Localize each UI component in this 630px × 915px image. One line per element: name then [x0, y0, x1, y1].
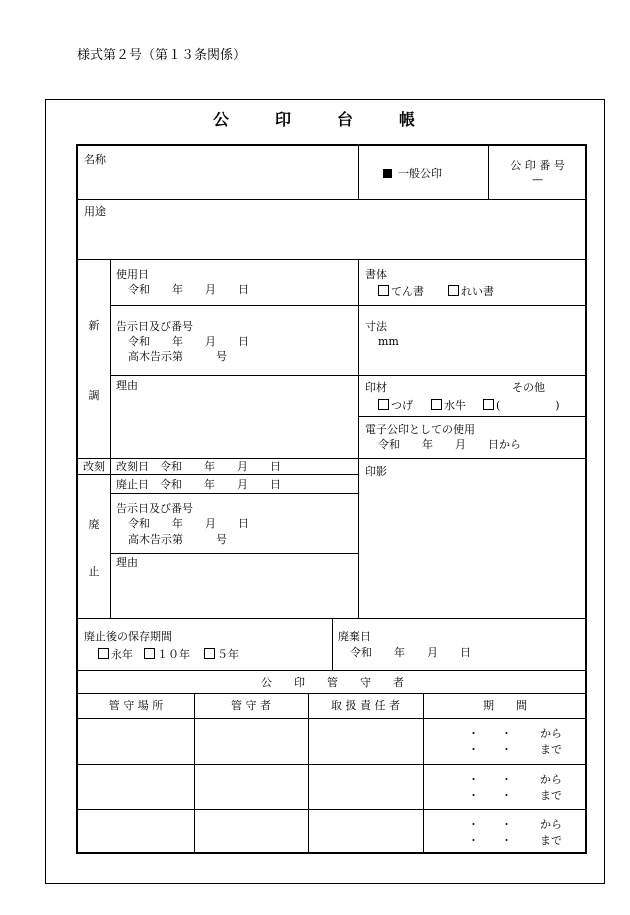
- name-label: 名称: [84, 153, 106, 166]
- new-side-char: 新: [88, 319, 100, 332]
- period-to-dots: ・ ・: [468, 743, 512, 756]
- rule: [78, 809, 587, 810]
- checkbox-icon: [98, 648, 109, 659]
- custody-header-place: 管 守 場 所: [108, 699, 164, 712]
- rule: [332, 618, 333, 670]
- period-to: まで: [540, 789, 562, 802]
- seal-register-form: [76, 144, 587, 854]
- page-title: [0, 107, 630, 130]
- rule: [358, 259, 359, 618]
- abolish-side-char: 廃: [88, 518, 100, 531]
- rule: [194, 693, 195, 854]
- checkbox-icon: [378, 285, 389, 296]
- checkbox-icon: [378, 399, 389, 410]
- size-unit: mm: [378, 335, 399, 348]
- retention-option-1[interactable]: 永年: [98, 646, 133, 662]
- rule: [78, 474, 358, 475]
- seal-type: 一般公印: [383, 166, 442, 181]
- material-option-3[interactable]: ( ): [483, 397, 560, 413]
- period-from: から: [540, 727, 562, 740]
- rule: [423, 693, 424, 854]
- abolish-notice-date: 令和 年 月 日: [128, 517, 249, 530]
- new-notice-date: 令和 年 月 日: [128, 335, 249, 348]
- rule: [110, 553, 358, 554]
- new-reason-label: 理由: [116, 379, 138, 392]
- rule: [358, 146, 359, 199]
- recut-side-label: 改刻: [83, 460, 105, 473]
- disposal-label: 廃棄日: [338, 630, 371, 643]
- custody-header-keeper: 管 守 者: [231, 699, 271, 712]
- checkbox-icon: [204, 648, 215, 659]
- abolish-side-char: 止: [88, 565, 100, 578]
- retention-option-2[interactable]: １０年: [144, 646, 190, 662]
- material-label: 印材: [365, 381, 387, 394]
- new-side-char: 調: [88, 389, 100, 402]
- rule: [358, 305, 587, 306]
- disposal-value: 令和 年 月 日: [350, 646, 471, 659]
- period-to-dots: ・ ・: [468, 834, 512, 847]
- period-to-dots: ・ ・: [468, 789, 512, 802]
- rule: [358, 375, 587, 376]
- typeface-option-2[interactable]: れい書: [448, 283, 494, 299]
- usage-label: 用途: [84, 205, 106, 218]
- rule: [78, 670, 587, 671]
- rule: [78, 718, 587, 719]
- electronic-value: 令和 年 月 日から: [378, 438, 521, 451]
- checkbox-icon: [448, 285, 459, 296]
- period-from-dots: ・ ・: [468, 818, 512, 831]
- rule: [308, 693, 309, 854]
- rule: [110, 493, 358, 494]
- abolish-notice-label: 告示日及び番号: [116, 502, 193, 515]
- period-from: から: [540, 773, 562, 786]
- title-char: 台: [337, 110, 356, 129]
- material-other-label: その他: [512, 381, 545, 394]
- rule: [78, 259, 587, 260]
- rule: [358, 416, 587, 417]
- rule: [110, 259, 111, 618]
- rule: [78, 693, 587, 694]
- period-to: まで: [540, 834, 562, 847]
- retention-label: 廃止後の保存期間: [84, 630, 172, 643]
- typeface-label: 書体: [365, 268, 387, 281]
- period-to: まで: [540, 743, 562, 756]
- checkbox-icon: [431, 399, 442, 410]
- impression-label: 印影: [365, 465, 387, 478]
- period-from-dots: ・ ・: [468, 727, 512, 740]
- recut-date: 改刻日 令和 年 月 日: [116, 460, 281, 473]
- material-option-1[interactable]: つげ: [378, 397, 413, 413]
- typeface-option-1[interactable]: てん書: [378, 283, 424, 299]
- retention-option-3[interactable]: ５年: [204, 646, 239, 662]
- abolish-reason-label: 理由: [116, 556, 138, 569]
- title-char: 帳: [399, 110, 418, 129]
- abolish-date: 廃止日 令和 年 月 日: [116, 478, 281, 491]
- rule: [110, 375, 358, 376]
- title-char: 印: [274, 110, 293, 129]
- custody-title: 公 印 管 守 者: [261, 676, 404, 689]
- use-date-value: 令和 年 月 日: [128, 283, 249, 296]
- period-from-dots: ・ ・: [468, 773, 512, 786]
- new-notice-label: 告示日及び番号: [116, 320, 193, 333]
- rule: [78, 764, 587, 765]
- rule: [110, 305, 358, 306]
- abolish-notice-no: 高木告示第 号: [128, 533, 227, 546]
- size-label: 寸法: [365, 320, 387, 333]
- custody-header-manager: 取 扱 責 任 者: [331, 699, 400, 712]
- seal-number-value: —: [532, 173, 543, 186]
- seal-number-label: 公 印 番 号: [510, 159, 565, 172]
- custody-header-period: 期 間: [483, 699, 527, 712]
- use-date-label: 使用日: [116, 268, 149, 281]
- form-reference: 様式第２号（第１３条関係）: [77, 48, 247, 63]
- checkbox-icon: [144, 648, 155, 659]
- electronic-label: 電子公印としての使用: [365, 423, 475, 436]
- title-char: 公: [212, 110, 231, 129]
- rule: [78, 199, 587, 200]
- new-notice-no: 高木告示第 号: [128, 350, 227, 363]
- filled-square-icon: [383, 169, 392, 178]
- material-option-2[interactable]: 水牛: [431, 397, 466, 413]
- period-from: から: [540, 818, 562, 831]
- checkbox-icon: [483, 399, 494, 410]
